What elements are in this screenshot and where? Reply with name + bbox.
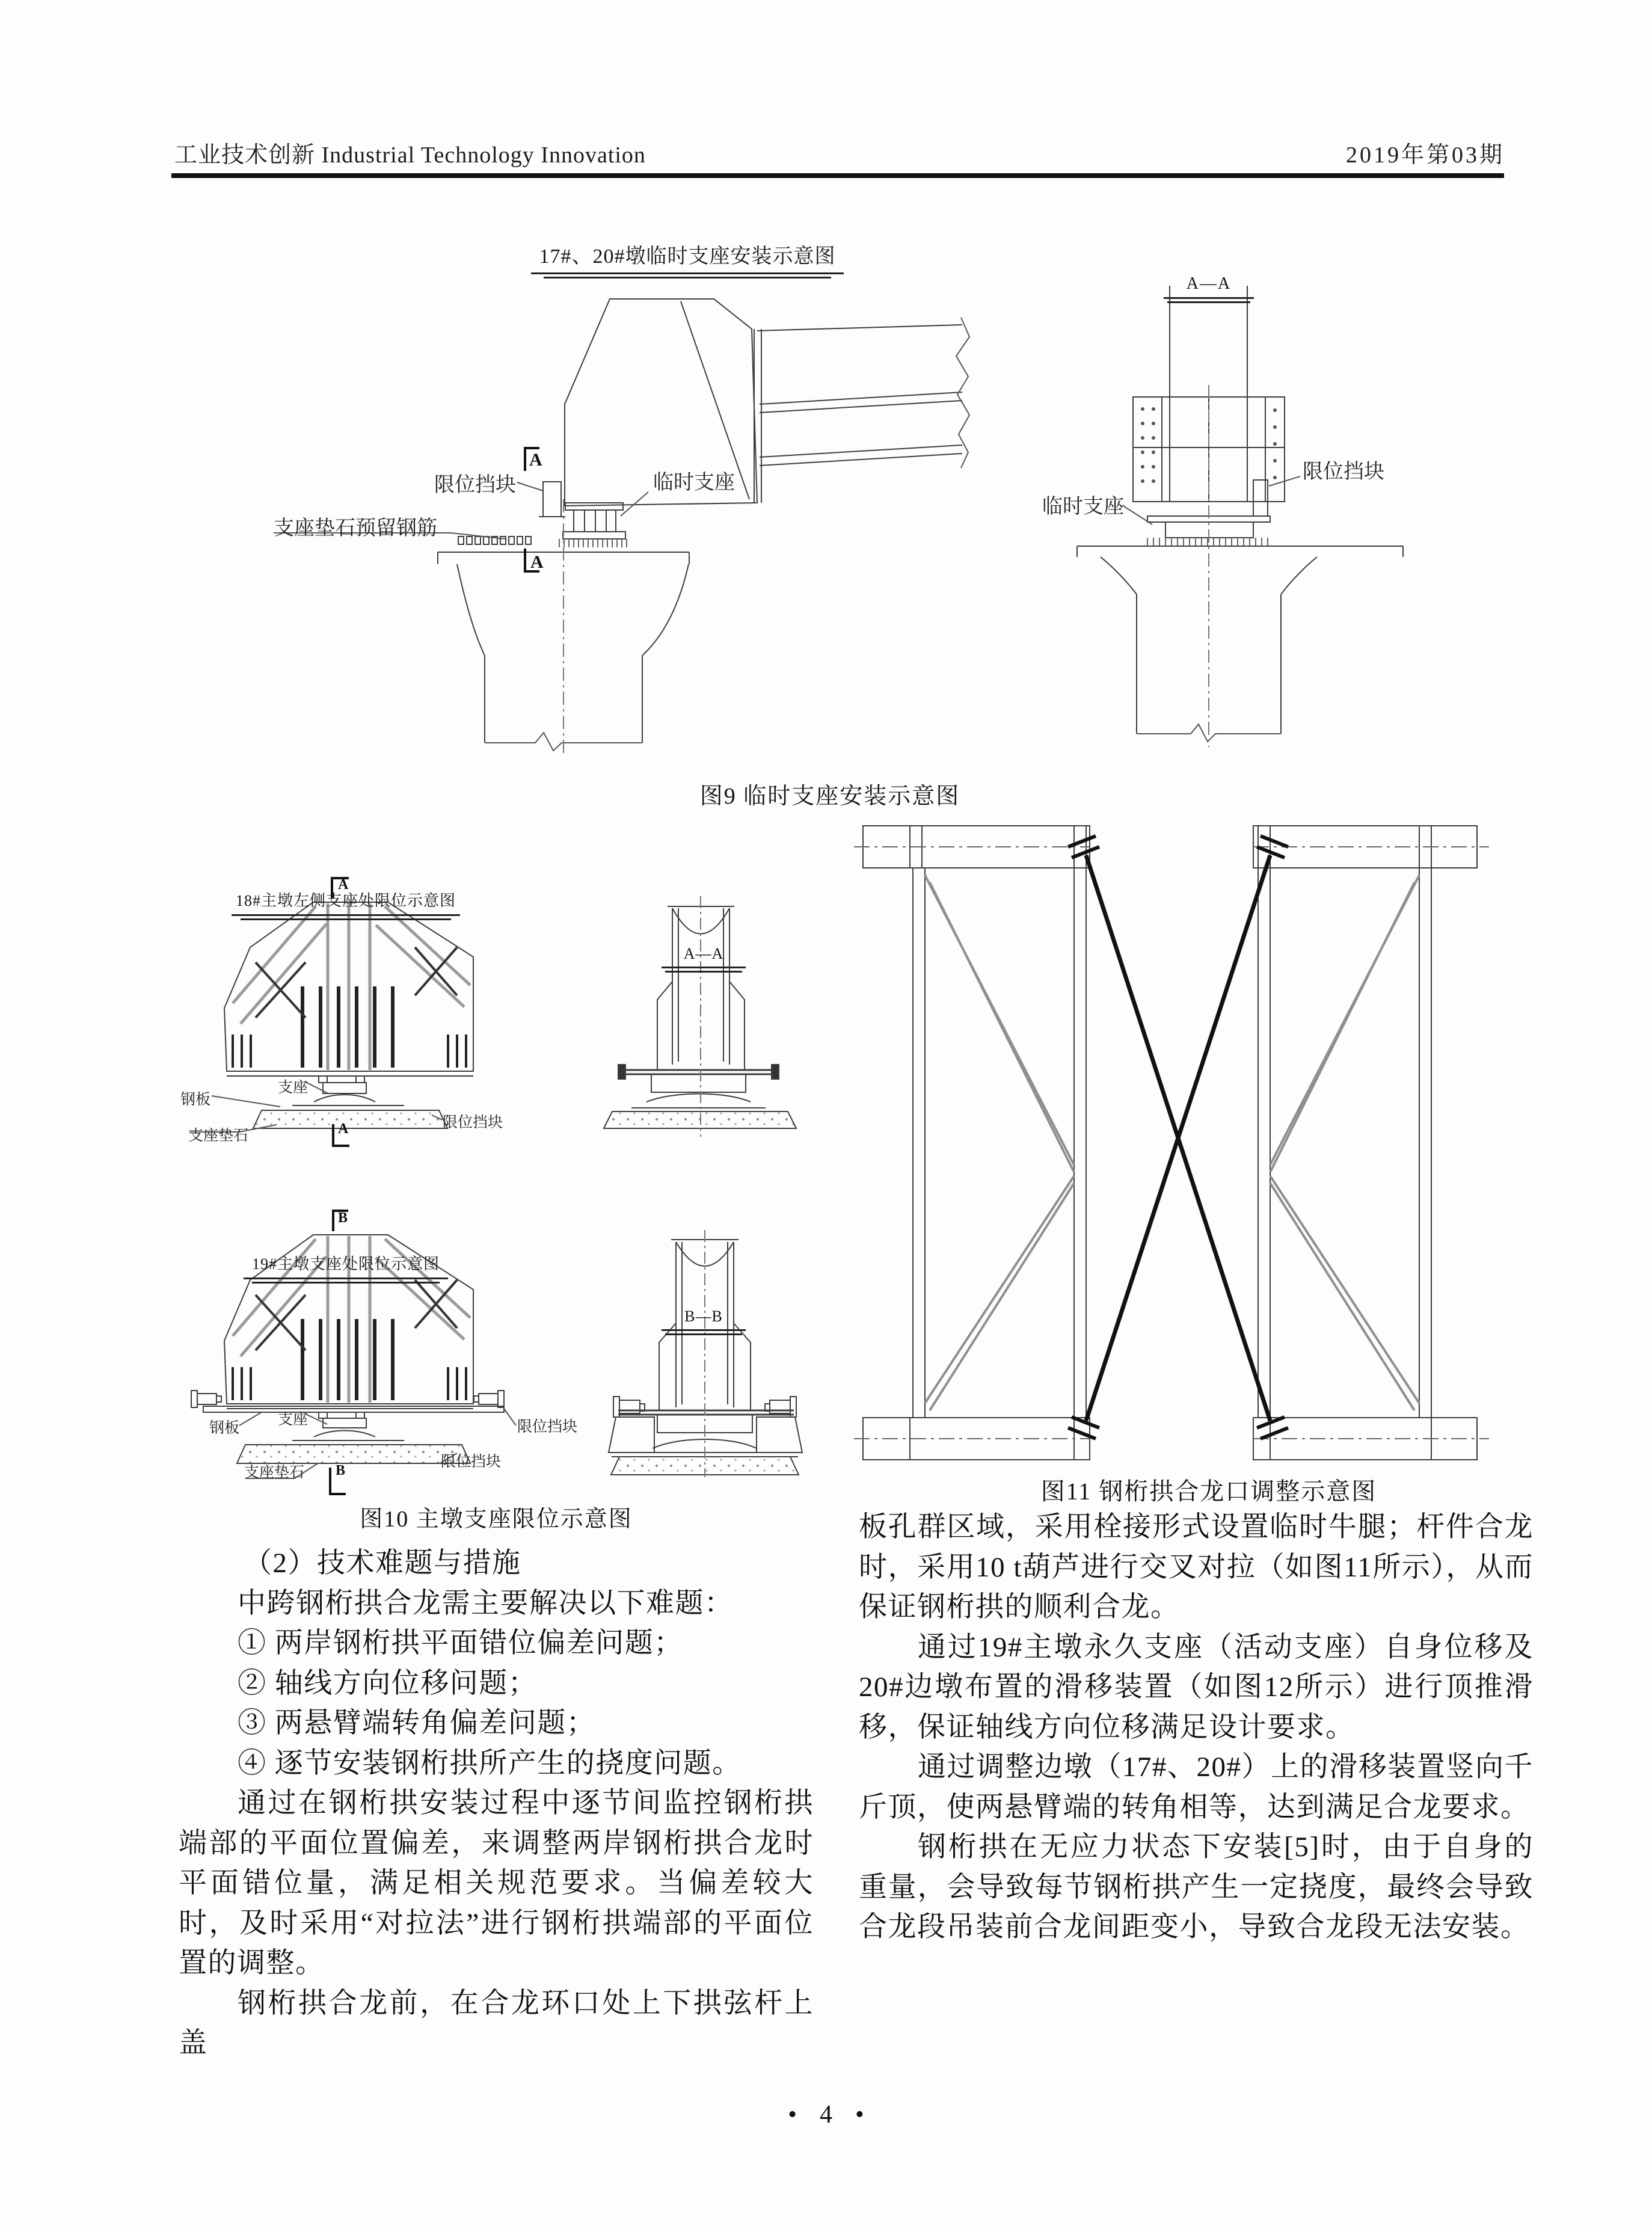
fig10-19-label-bearing: 支座 — [278, 1412, 309, 1428]
fig9-label-limit-block: 限位挡块 — [434, 474, 516, 496]
fig9-left-drawing — [253, 235, 998, 764]
difficulty-item-3: ③ 两悬臂端转角偏差问题； — [238, 1708, 596, 1739]
difficulty-item-4: ④ 逐节安装钢桁拱所产生的挠度问题。 — [238, 1747, 742, 1779]
fig9-label-rebar: 支座垫石预留钢筋 — [274, 517, 437, 540]
page-number — [0, 2100, 1652, 2129]
fig9-caption: 图9 临时支座安装示意图 — [699, 784, 960, 809]
fig10-section-a-title: A—A — [662, 945, 746, 968]
fig10-marker-a-bottom: A — [338, 1121, 349, 1137]
fig10-marker-b-top: B — [338, 1210, 348, 1226]
right-column — [859, 1507, 1534, 1948]
fig10-19-label-steel-plate: 钢板 — [209, 1420, 240, 1436]
fig10-caption: 图10 主墩支座限位示意图 — [360, 1507, 633, 1532]
right-paragraph-3: 通过调整边墩（17#、20#）上的滑移装置竖向千斤顶，使两悬臂端的转角相等，达到满足合龙要求。 — [859, 1751, 1534, 1823]
page-number-dot-right: • — [855, 2101, 864, 2129]
left-paragraph-1: 通过在钢桁拱安装过程中逐节间监控钢桁拱端部的平面位置偏差，来调整两岸钢桁拱合龙时平面错位量，满足相关规范要求。当偏差较大时，及时采用“对拉法”进行钢桁拱端部的平面位置的调整。 — [179, 1788, 814, 1979]
fig9-label-temp-support: 临时支座 — [653, 472, 735, 494]
right-paragraph-1: 板孔群区域，采用栓接形式设置临时牛腿；杆件合龙时，采用10 t葫芦进行交叉对拉（如图11所示），从而保证钢桁拱的顺利合龙。 — [859, 1511, 1534, 1623]
fig11-caption: 图11 钢桁拱合龙口调整示意图 — [1040, 1478, 1377, 1505]
fig10-title-19: 19#主墩支座处限位示意图 — [244, 1252, 448, 1279]
fig11-drawing — [854, 818, 1564, 1468]
right-paragraph-4: 钢桁拱在无应力状态下安装[5]时，由于自身的重量，会导致每节钢桁拱产生一定挠度，最终会导致合龙段吊装前合龙间距变小，导致合龙段无法安装。 — [859, 1831, 1534, 1943]
left-paragraph-2: 钢桁拱合龙前，在合龙环口处上下拱弦杆上盖 — [179, 1987, 814, 2059]
difficulty-item-1: ① 两岸钢桁拱平面错位偏差问题； — [238, 1628, 683, 1659]
fig10-title-18: 18#主墩左侧支座处限位示意图 — [232, 888, 460, 916]
fig10-19-label-limit-block-bottom: 限位挡块 — [441, 1454, 502, 1470]
fig10-18-label-bearing-pad: 支座垫石 — [188, 1128, 249, 1144]
right-paragraph-2: 通过19#主墩永久支座（活动支座）自身位移及20#边墩布置的滑移装置（如图12所示）进行顶推滑移，保证轴线方向位移满足设计要求。 — [859, 1631, 1534, 1743]
section-heading: （2）技术难题与措施 — [244, 1548, 521, 1579]
fig9-section-marker-a-bottom: A — [530, 552, 544, 572]
fig9-right-label-temp-support: 临时支座 — [1042, 496, 1124, 518]
page-number-value: 4 — [820, 2101, 832, 2129]
fig9-right-title: A—A — [1164, 274, 1254, 299]
fig10-19-label-bearing-pad: 支座垫石 — [244, 1465, 305, 1481]
fig9-right-label-limit-block: 限位挡块 — [1303, 461, 1384, 483]
intro-line: 中跨钢桁拱合龙需主要解决以下难题： — [238, 1587, 734, 1619]
fig10-18-label-steel-plate: 钢板 — [180, 1092, 211, 1108]
left-column — [179, 1543, 814, 2064]
fig10-18-label-limit-block: 限位挡块 — [443, 1115, 503, 1131]
fig10-marker-a-top: A — [338, 877, 349, 893]
journal-title: 工业技术创新 Industrial Technology Innovation — [174, 143, 646, 168]
issue-label: 2019年第03期 — [1345, 143, 1505, 168]
fig10-19-label-limit-block-right: 限位挡块 — [517, 1419, 578, 1435]
header-rule — [171, 173, 1504, 178]
fig9-left-title: 17#、20#墩临时支座安装示意图 — [531, 239, 844, 274]
difficulty-item-2: ② 轴线方向位移问题； — [238, 1667, 538, 1699]
fig9-section-marker-a-top: A — [529, 450, 542, 470]
fig10-marker-b-bottom: B — [336, 1463, 346, 1478]
fig10-section-b-title: B—B — [662, 1308, 746, 1331]
page-number-dot-left: • — [788, 2101, 797, 2129]
fig10-18-label-bearing: 支座 — [278, 1080, 309, 1096]
fig10-sections-drawing — [595, 824, 818, 1480]
